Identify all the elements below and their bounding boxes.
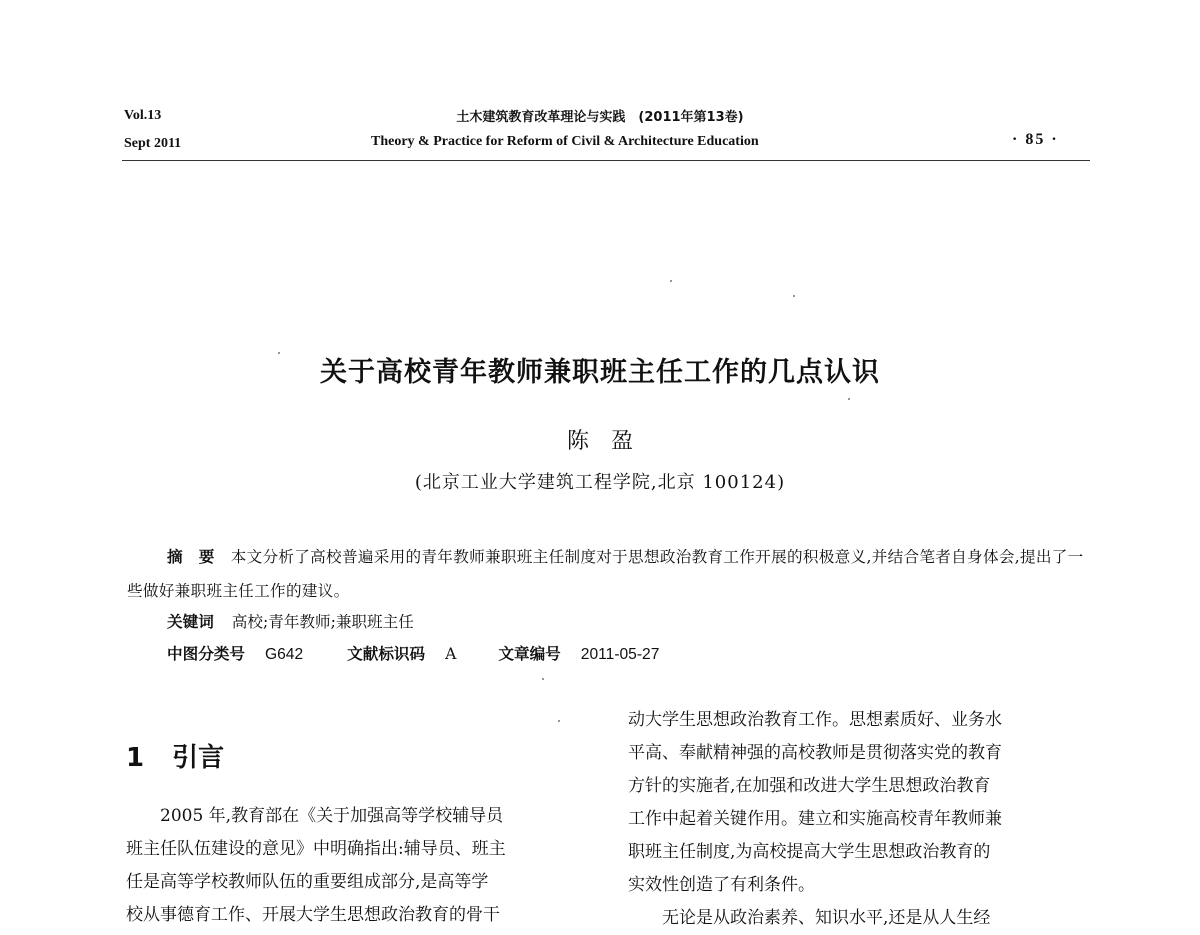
scan-speck bbox=[848, 398, 850, 400]
body-line: 动大学生思想政治教育工作。思想素质好、业务水 bbox=[628, 710, 1002, 730]
body-line: 实效性创造了有利条件。 bbox=[628, 875, 815, 895]
body-line: 职班主任制度,为高校提高大学生思想政治教育的 bbox=[628, 842, 991, 862]
scan-speck bbox=[542, 678, 544, 680]
body-line: 2005 年,教育部在《关于加强高等学校辅导员 bbox=[126, 806, 504, 826]
section-number: 1 bbox=[126, 743, 145, 773]
author-name: 陈 盈 bbox=[566, 429, 633, 454]
right-column bbox=[628, 704, 1002, 935]
article-title: 关于高校青年教师兼职班主任工作的几点认识 bbox=[320, 357, 880, 388]
keywords-label: 关键词 bbox=[167, 613, 214, 631]
body-line: 工作中起着关键作用。建立和实施高校青年教师兼 bbox=[628, 809, 1002, 829]
issue-date: Sept 2011 bbox=[124, 136, 182, 151]
body-line: 平高、奉献精神强的高校教师是贯彻落实党的教育 bbox=[628, 743, 1002, 763]
abstract-text: 本文分析了高校普遍采用的青年教师兼职班主任制度对于思想政治教育工作开展的积极意义,并结合笔者自身体会,提出了一些做好兼职班主任工作的建议。 bbox=[127, 548, 1084, 600]
body-line: 班主任队伍建设的意见》中明确指出:辅导员、班主 bbox=[126, 839, 506, 859]
header-rule bbox=[122, 160, 1090, 161]
author-affiliation: (北京工业大学建筑工程学院,北京 100124) bbox=[414, 472, 786, 493]
clc-value: G642 bbox=[264, 646, 304, 663]
scan-speck bbox=[793, 295, 795, 297]
body-line: 校从事德育工作、开展大学生思想政治教育的骨干 bbox=[126, 905, 500, 925]
doc-code-value: A bbox=[445, 645, 457, 663]
page-number: · 85 · bbox=[1012, 131, 1059, 148]
article-number-value: 2011-05-27 bbox=[580, 646, 660, 663]
article-number-label: 文章编号 bbox=[498, 645, 561, 663]
volume-label: Vol.13 bbox=[124, 108, 162, 123]
abstract-label: 摘 要 bbox=[167, 548, 215, 566]
abstract bbox=[127, 540, 1087, 608]
body-line: 任是高等学校教师队伍的重要组成部分,是高等学 bbox=[126, 872, 489, 892]
keywords-line bbox=[167, 610, 414, 632]
scan-speck bbox=[558, 720, 560, 722]
section-heading bbox=[126, 737, 224, 774]
body-line: 方针的实施者,在加强和改进大学生思想政治教育 bbox=[628, 776, 991, 796]
section-title: 引言 bbox=[172, 743, 225, 773]
keywords-text: 高校;青年教师;兼职班主任 bbox=[231, 613, 414, 631]
scan-speck bbox=[670, 280, 672, 282]
body-line: 无论是从政治素养、知识水平,还是从人生经 bbox=[628, 908, 991, 928]
journal-title-en: Theory & Practice for Reform of Civil & Architecture Education bbox=[371, 134, 759, 149]
clc-label: 中图分类号 bbox=[167, 645, 245, 663]
classification-line bbox=[167, 642, 659, 664]
doc-code-label: 文献标识码 bbox=[347, 645, 426, 663]
journal-title-cn: 土木建筑教育改革理论与实践 (2011年第13卷) bbox=[456, 110, 744, 125]
left-column bbox=[126, 800, 506, 932]
